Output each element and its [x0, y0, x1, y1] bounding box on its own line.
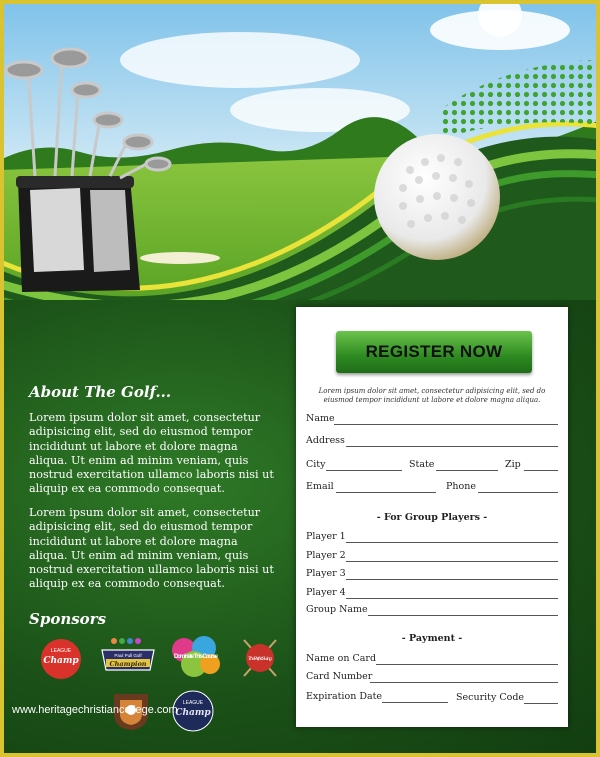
sponsor-logo-3 [170, 634, 222, 680]
state-label: State [409, 459, 435, 470]
address-field[interactable] [346, 446, 558, 447]
about-paragraph-2: Lorem ipsum dolor sit amet, consectetur adipisicing elit, sed do eiusmod tempor incididunt ut labore et dolore magna aliqua. Ut enim ad minim veniam, quis nostrud exercitation ullamco laboris nisi ut aliquip ex ea commodo consequat. [29, 506, 274, 591]
sponsor-logo-6 [172, 690, 214, 732]
sponsor-logo-1 [40, 638, 82, 680]
card-number-label: Card Number [306, 671, 373, 682]
group-name-field[interactable] [368, 615, 558, 616]
sponsors-heading: Sponsors [29, 610, 107, 628]
sponsor-2-main: Champion [109, 660, 147, 668]
city-field[interactable] [326, 470, 402, 471]
email-label: Email [306, 481, 334, 492]
phone-label: Phone [446, 481, 476, 492]
city-label: City [306, 459, 326, 470]
security-code-field[interactable] [524, 703, 558, 704]
sponsor-1-top: LEAGUE [50, 648, 72, 654]
address-label: Address [306, 435, 345, 446]
golf-bag [16, 176, 140, 292]
site-watermark: www.heritagechristiancollege.com [12, 704, 178, 716]
expiration-date-label: Expiration Date [306, 691, 383, 702]
player-4-label: Player 4 [306, 587, 346, 598]
group-name-label: Group Name [306, 604, 368, 615]
form-intro-text: Lorem ipsum dolor sit amet, consectetur adipisicing elit, sed do eiusmod tempor incididunt ut labore et dolore magna aliqua. [318, 387, 546, 404]
sponsor-logo-2 [100, 636, 156, 676]
expiration-date-field[interactable] [382, 702, 448, 703]
about-heading: About The Golf... [29, 383, 172, 401]
security-code-label: Security Code [456, 692, 525, 703]
name-on-card-field[interactable] [376, 664, 558, 665]
sponsor-4-main: The Perfect Swing [248, 656, 272, 662]
player-1-field[interactable] [346, 542, 558, 543]
register-now-button[interactable]: REGISTER NOW [336, 331, 532, 373]
card-number-field[interactable] [370, 682, 558, 683]
registration-form [296, 307, 568, 727]
sponsor-1-main: Champ [43, 656, 79, 666]
state-field[interactable] [436, 470, 498, 471]
player-4-field[interactable] [346, 598, 558, 599]
zip-label: Zip [505, 459, 521, 470]
email-field[interactable] [336, 492, 436, 493]
sponsor-2-top: Paul Pull Golf [114, 653, 142, 658]
golf-course-hero-image [0, 0, 600, 340]
player-3-field[interactable] [346, 579, 558, 580]
sponsor-3-main: Dominate This Course [174, 654, 218, 660]
phone-field[interactable] [478, 492, 558, 493]
about-paragraph-1: Lorem ipsum dolor sit amet, consectetur adipisicing elit, sed do eiusmod tempor incididunt ut labore et dolore magna aliqua. Ut enim ad minim veniam, quis nostrud exercitation ullamco laboris nisi ut aliquip ex ea commodo consequat. [29, 411, 274, 496]
sponsor-logo-4 [238, 636, 282, 680]
player-2-label: Player 2 [306, 550, 346, 561]
sponsor-6-main: Champ [175, 708, 211, 718]
name-field[interactable] [334, 424, 558, 425]
player-3-label: Player 3 [306, 568, 346, 579]
name-on-card-label: Name on Card [306, 653, 377, 664]
player-2-field[interactable] [346, 561, 558, 562]
zip-field[interactable] [524, 470, 558, 471]
group-players-heading: - For Group Players - [376, 512, 488, 523]
name-label: Name [306, 413, 335, 424]
payment-heading: - Payment - [401, 633, 463, 644]
player-1-label: Player 1 [306, 531, 346, 542]
sponsor-6-top: LEAGUE [182, 700, 204, 706]
